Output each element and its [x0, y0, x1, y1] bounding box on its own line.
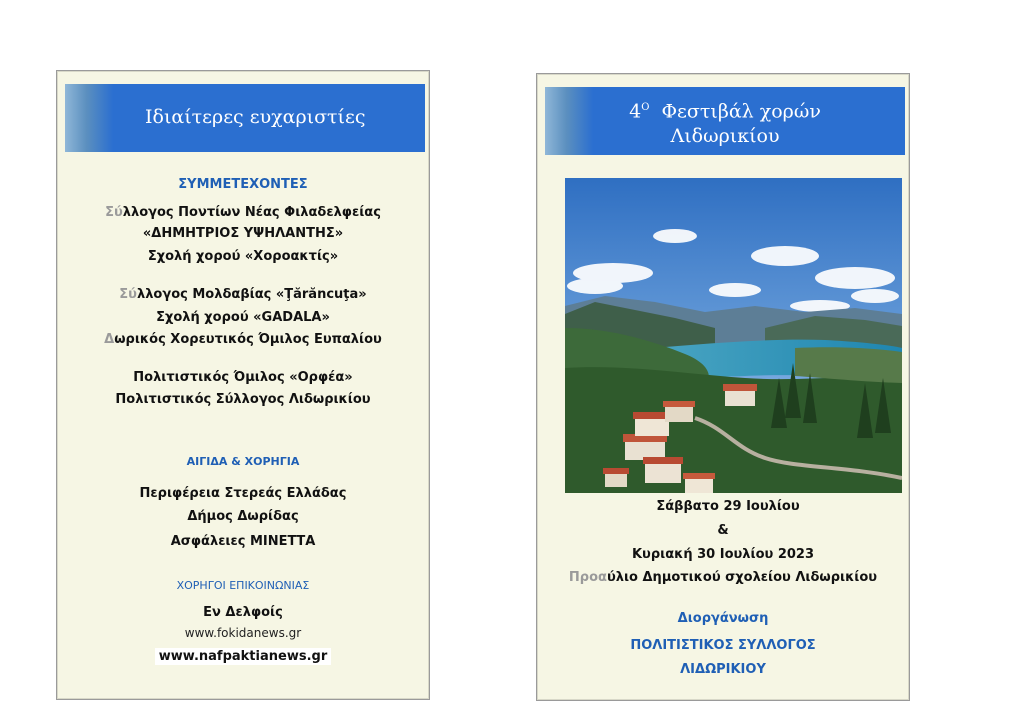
organizer-name-1: ΠΟΛΙΤΙΣΤΙΚΟΣ ΣΥΛΛΟΓΟΣ — [630, 638, 816, 653]
media-url-2[interactable]: www.nafpaktianews.gr — [155, 648, 331, 665]
left-header-band — [65, 84, 425, 152]
sponsor-line: Περιφέρεια Στερεάς Ελλάδας — [139, 486, 347, 501]
participant-line: Δωρικός Χορευτικός Όμιλος Ευπαλίου — [104, 332, 382, 347]
participant-line: Πολιτιστικός Σύλλογος Λιδωρικίου — [115, 392, 371, 407]
left-page — [56, 70, 430, 700]
festival-title: $4^O$ Φεστιβάλ χορών — [629, 100, 821, 123]
organizer-label: Διοργάνωση — [677, 611, 769, 626]
media-heading: ΧΟΡΗΓΟΙ ΕΠΙΚΟΙΝΩΝΙΑΣ — [176, 579, 310, 592]
media-url-1[interactable]: www.fokidanews.gr — [184, 626, 302, 640]
participants-heading: ΣΥΜΜΕΤΕΧΟΝΤΕΣ — [178, 177, 308, 192]
participant-line: Πολιτιστικός Όμιλος «Ορφέα» — [133, 370, 353, 385]
media-name: Εν Δελφοίς — [203, 605, 283, 620]
participant-line: Σύλλογος Μολδαβίας «Ţărăncuţa» — [119, 287, 367, 302]
participant-line: «ΔΗΜΗΤΡΙΟΣ ΥΨΗΛΑΝΤΗΣ» — [142, 226, 344, 241]
organizer-name-2: ΛΙΔΩΡΙΚΙΟΥ — [680, 662, 766, 677]
lake-landscape-photo — [565, 178, 902, 493]
right-page — [536, 73, 910, 701]
festival-location: Λιδωρικίου — [670, 125, 780, 147]
left-header-title: Ιδιαίτερες ευχαριστίες — [145, 106, 366, 128]
media-url-2-wrapper — [57, 645, 429, 665]
event-date-1: Σάββατο 29 Ιουλίου — [656, 499, 800, 514]
sponsorship-heading: ΑΙΓΙΔΑ & ΧΟΡΗΓΙΑ — [186, 455, 300, 468]
date-ampersand: & — [717, 523, 729, 538]
event-date-2: Κυριακή 30 Ιουλίου 2023 — [631, 547, 815, 562]
sponsor-line: Δήμος Δωρίδας — [187, 509, 299, 524]
sponsor-line: Ασφάλειες ΜΙΝΕΤΤΑ — [170, 534, 316, 549]
right-header-band — [545, 87, 905, 155]
participant-line: Σχολή χορού «GADALA» — [156, 310, 330, 325]
participant-line: Σχολή χορού «Χοροακτίς» — [147, 249, 339, 264]
participant-line: Σύλλογος Ποντίων Νέας Φιλαδελφείας — [105, 205, 381, 220]
event-venue: Προαύλιο Δημοτικού σχολείου Λιδωρικίου — [568, 570, 878, 585]
